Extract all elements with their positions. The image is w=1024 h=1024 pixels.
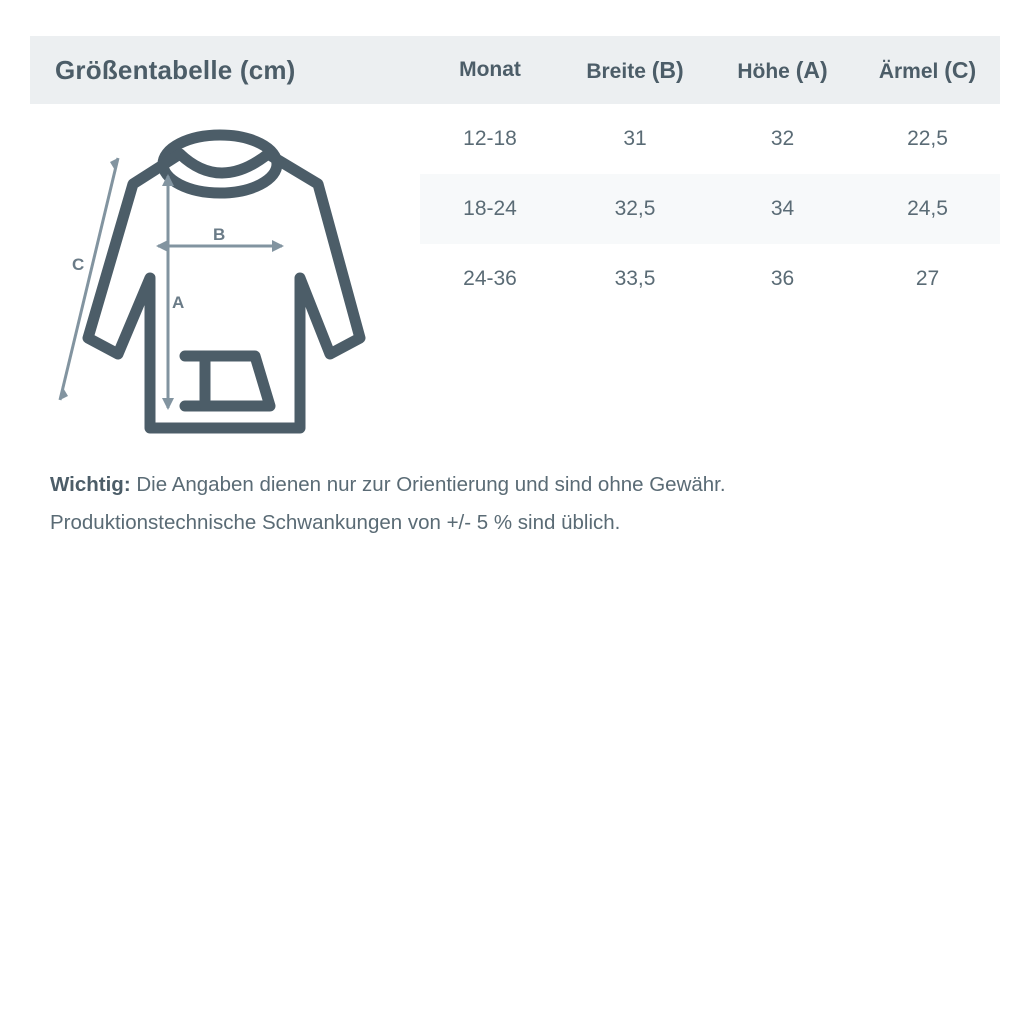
cell-hoehe: 32 <box>710 104 855 174</box>
dimension-arrowheads <box>60 158 284 410</box>
hoodie-illustration <box>30 118 420 458</box>
hoodie-outline-icon <box>88 135 360 428</box>
column-header-breite-unit: (B) <box>651 56 684 83</box>
cell-breite: 33,5 <box>560 244 710 314</box>
cell-breite: 32,5 <box>560 174 710 244</box>
table-header-row <box>420 36 1000 104</box>
cell-breite: 31 <box>560 104 710 174</box>
column-header-aermel <box>855 36 1000 104</box>
dimension-label-b: B <box>213 225 226 244</box>
column-header-hoehe-unit: (A) <box>795 56 828 83</box>
column-header-monat-label: Monat <box>459 58 521 81</box>
column-header-breite-label: Breite <box>586 59 652 83</box>
column-header-monat <box>420 36 560 104</box>
cell-hoehe: 34 <box>710 174 855 244</box>
table-row <box>420 104 1000 174</box>
column-header-hoehe-label: Höhe <box>737 59 796 83</box>
cell-monat: 18-24 <box>420 174 560 244</box>
table-row <box>420 174 1000 244</box>
cell-monat: 24-36 <box>420 244 560 314</box>
column-header-hoehe <box>710 36 855 104</box>
cell-hoehe: 36 <box>710 244 855 314</box>
page-title: Größentabelle (cm) <box>55 55 296 85</box>
dimension-label-a: A <box>172 293 185 312</box>
size-table <box>420 36 1000 314</box>
cell-aermel: 27 <box>855 244 1000 314</box>
disclaimer-prefix: Wichtig: <box>50 473 131 496</box>
cell-aermel: 22,5 <box>855 104 1000 174</box>
dimension-label-c: C <box>72 255 85 274</box>
column-header-aermel-unit: (C) <box>944 56 977 83</box>
column-header-breite <box>560 36 710 104</box>
disclaimer-note <box>50 466 990 542</box>
disclaimer-line1: Die Angaben dienen nur zur Orientierung und sind ohne Gewähr. <box>130 473 726 496</box>
cell-aermel: 24,5 <box>855 174 1000 244</box>
disclaimer-line2: Produktionstechnische Schwankungen von +/- 5 % sind üblich. <box>50 511 621 534</box>
column-header-aermel-label: Ärmel <box>878 59 945 83</box>
cell-monat: 12-18 <box>420 104 560 174</box>
table-row <box>420 244 1000 314</box>
